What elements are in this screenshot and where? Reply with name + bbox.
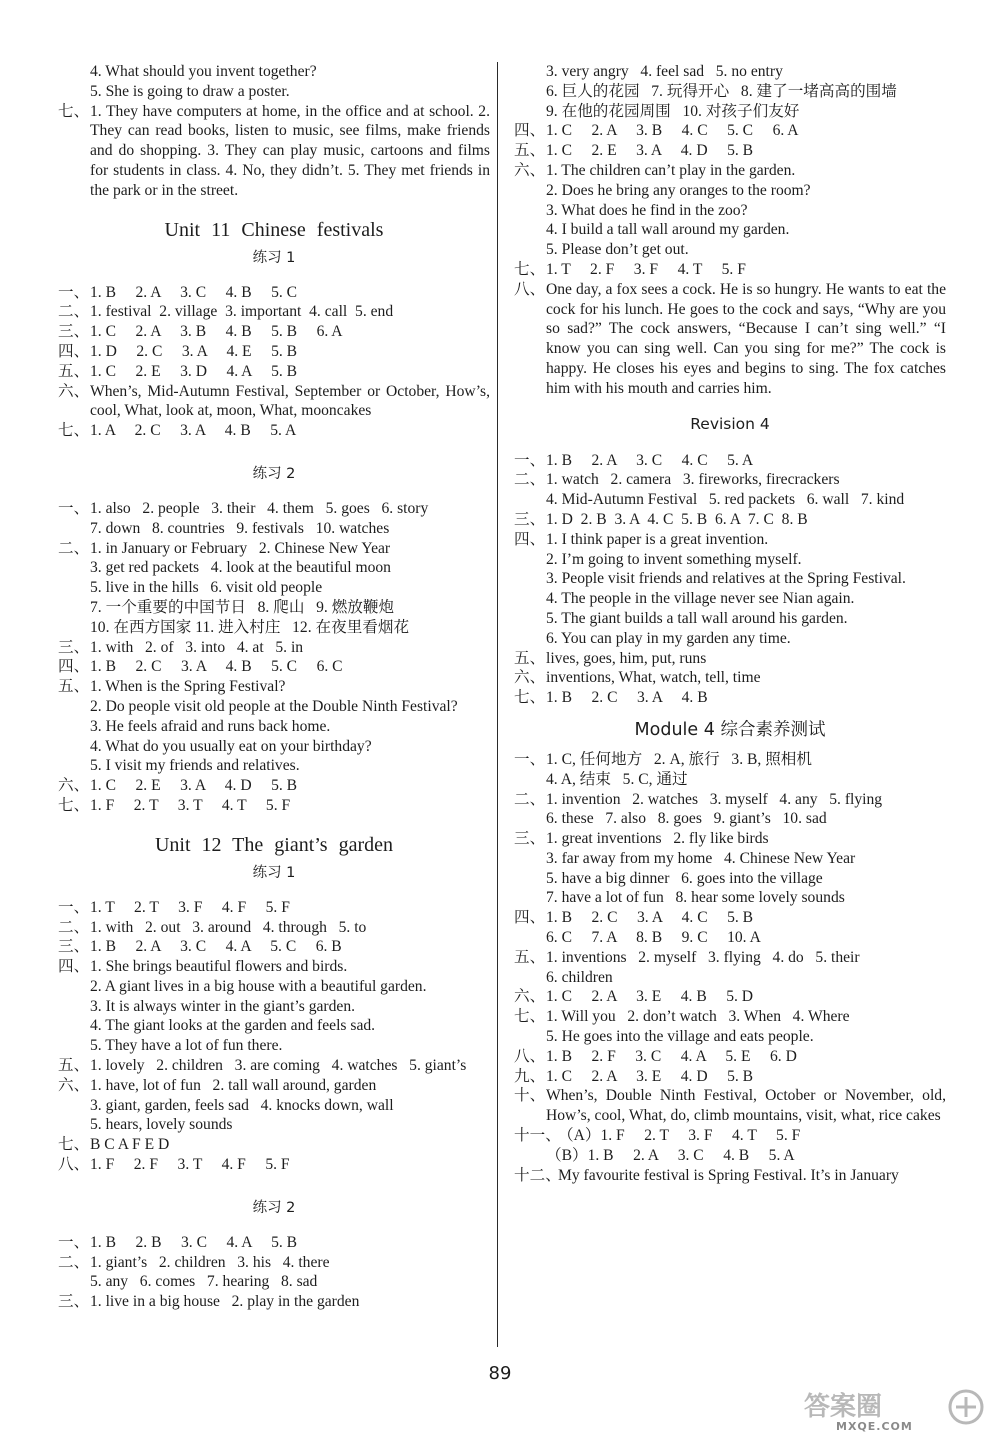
answer-row (58, 1272, 490, 1292)
answer-text: 5. have a big dinner 6. goes into the village (546, 869, 823, 887)
answer-row (58, 1056, 490, 1076)
question-number: 三、 (58, 323, 90, 341)
answer-text: 1. C 2. A 3. B 4. C 5. C 6. A (546, 122, 799, 140)
answer-text: 1. C 2. E 3. D 4. A 5. B (90, 362, 298, 380)
answer-row (58, 1096, 490, 1116)
answer-row (58, 638, 490, 658)
question-number: 五、 (514, 948, 546, 966)
answer-text: 1. B 2. F 3. C 4. A 5. E 6. D (546, 1047, 797, 1065)
answer-text: 3. What does he find in the zoo? (546, 201, 748, 219)
question-number: 四、 (514, 122, 546, 140)
answer-row (58, 519, 490, 539)
answer-text: 3. giant, garden, feels sad 4. knocks down, wall (90, 1096, 394, 1114)
answer-text: 1. also 2. people 3. their 4. them 5. goes 6. story (90, 499, 429, 517)
answer-text: 4. The giant looks at the garden and feels sad. (90, 1017, 376, 1035)
answer-text: 4. What should you invent together? (90, 63, 317, 80)
answer-text: 3. People visit friends and relatives at the Spring Festival. (546, 570, 906, 588)
answer-text: 1. festival 2. village 3. important 4. call 5. end (90, 303, 394, 321)
question-number: 四、 (514, 530, 546, 548)
answer-text: 2. I’m going to invent something myself. (546, 550, 802, 568)
page-number: 89 (488, 1363, 512, 1384)
answer-row (514, 609, 946, 629)
answer-row (58, 1016, 490, 1036)
question-number: 十二、 (514, 1166, 561, 1184)
answer-row (514, 220, 946, 240)
answer-text: 5. hears, lovely sounds (90, 1116, 233, 1134)
answer-row (58, 1233, 490, 1253)
module-4-title: Module 4 综合素养测试 (634, 719, 826, 740)
answer-text: 1. B 2. B 3. C 4. A 5. B (90, 1233, 298, 1251)
unit-11-exercise-1-title: 练习 1 (252, 249, 296, 266)
answer-text: 1. F 2. F 3. T 4. F 5. F (90, 1156, 290, 1174)
answer-text: 5. any 6. comes 7. hearing 8. sad (90, 1273, 318, 1291)
question-number: 一、 (58, 499, 90, 517)
answer-row (58, 997, 490, 1017)
watermark-text: MXQE.COM (836, 1420, 913, 1433)
answer-text: 1. in January or February 2. Chinese New Year (90, 539, 391, 557)
answer-row (514, 668, 946, 688)
answer-row (514, 550, 946, 570)
column-divider (497, 62, 498, 1347)
answer-row (514, 1146, 946, 1166)
answer-text: inventions, What, watch, tell, time (546, 669, 761, 687)
question-number: 三、 (58, 1293, 90, 1311)
answer-row (514, 750, 946, 770)
answer-row (514, 451, 946, 471)
answer-row (514, 948, 946, 968)
answer-text: 7. 一个重要的中国节日 8. 爬山 9. 燃放鞭炮 (90, 598, 395, 616)
answer-row (58, 382, 494, 422)
answer-row (58, 558, 490, 578)
question-number: 六、 (58, 777, 90, 795)
answer-text: One day, a fox sees a cock. He is so hungry. He wants to eat the cock for his lunch. He goes to the cock and says, “Why are you so sad?” The cock answers, “Because I can’t sing well.” “I know you can sing well. Can you sing for me?” The cock is happy. He closes his eyes and begins to sing. The fox catches him with his mouth and carries him. (546, 280, 950, 397)
question-number: 七、 (514, 1008, 546, 1026)
answer-row (58, 677, 490, 697)
answer-text: 1. invention 2. watches 3. myself 4. any 5. flying (546, 790, 883, 808)
answer-text: 1. C 2. A 3. E 4. B 5. D (546, 988, 754, 1006)
answer-text: 4. I build a tall wall around my garden. (546, 221, 790, 239)
left-column (58, 62, 494, 1312)
question-number: 四、 (58, 658, 90, 676)
answer-text: 9. 在他的花园周围 10. 对孩子们友好 (546, 102, 800, 120)
answer-row (514, 490, 946, 510)
question-number: 十一、 (514, 1127, 561, 1145)
answer-row (514, 908, 946, 928)
question-number: 六、 (58, 382, 90, 400)
answer-row (514, 1086, 950, 1126)
question-number: 八、 (58, 1156, 90, 1174)
answer-text: 6. these 7. also 8. goes 9. giant’s 10. sad (546, 810, 827, 828)
answer-row (514, 260, 946, 280)
answer-row (514, 1067, 946, 1087)
answer-text: 1. C, 任何地方 2. A, 旅行 3. B, 照相机 (546, 750, 812, 768)
answer-text: 5. She is going to draw a poster. (90, 82, 290, 100)
answer-text: 1. T 2. T 3. F 4. F 5. F (90, 898, 290, 916)
answer-row (514, 987, 946, 1007)
answer-text: 1. watch 2. camera 3. fireworks, firecrackers (546, 471, 840, 489)
answer-row (514, 1007, 946, 1027)
answer-text: 1. C 2. A 3. B 4. B 5. B 6. A (90, 323, 343, 341)
answer-text: 1. B 2. C 3. A 4. C 5. B (546, 909, 754, 927)
unit-11-title: Unit 11 Chinese festivals (164, 218, 384, 241)
answer-text: 3. very angry 4. feel sad 5. no entry (546, 63, 783, 80)
question-number: 九、 (514, 1067, 546, 1085)
answer-row (58, 342, 490, 362)
question-number: 七、 (514, 260, 546, 278)
answer-row (58, 421, 490, 441)
question-number: 六、 (514, 669, 546, 687)
answer-text: B C A F E D (90, 1136, 170, 1154)
answer-row (514, 530, 946, 550)
answer-row (58, 776, 490, 796)
answer-row (58, 322, 490, 342)
answer-row (514, 1166, 946, 1186)
unit-11-exercise-2-answers (58, 499, 490, 816)
answer-row (58, 918, 490, 938)
answer-text: 1. B 2. A 3. C 4. B 5. C (90, 283, 298, 301)
question-number: 四、 (514, 909, 546, 927)
question-number: 八、 (514, 280, 546, 298)
right-column (514, 62, 950, 1185)
unit-12-exercise-2-answers (58, 1233, 490, 1312)
answer-text: 3. far away from my home 4. Chinese New Year (546, 849, 856, 867)
question-number: 八、 (514, 1047, 546, 1065)
watermark-logo-icon (950, 1391, 982, 1423)
answer-row (514, 280, 950, 399)
answer-text: 1. I think paper is a great invention. (546, 530, 769, 548)
question-number: 二、 (58, 918, 90, 936)
answer-row (58, 539, 490, 559)
answer-text: 1. C 2. A 3. E 4. D 5. B (546, 1067, 754, 1085)
answer-text: 4. The people in the village never see Nian again. (546, 590, 855, 608)
question-number: 七、 (58, 102, 90, 120)
question-number: 六、 (514, 988, 546, 1006)
answer-text: 3. He feels afraid and runs back home. (90, 717, 331, 735)
answer-row (514, 62, 946, 82)
answer-text: （B）1. B 2. A 3. C 4. B 5. A (546, 1146, 795, 1164)
answer-row (514, 121, 946, 141)
answer-text: 1. A 2. C 3. A 4. B 5. A (90, 422, 297, 440)
answer-row (58, 362, 490, 382)
answer-row (58, 957, 490, 977)
answer-row (514, 649, 946, 669)
answer-row (58, 1253, 490, 1273)
answer-row (58, 697, 490, 717)
answer-text: 4. What do you usually eat on your birthday? (90, 737, 372, 755)
answer-row (514, 141, 946, 161)
answer-row (514, 928, 946, 948)
answer-text: 1. F 2. T 3. T 4. T 5. F (90, 796, 291, 814)
question-number: 五、 (514, 142, 546, 160)
question-number: 十、 (514, 1087, 546, 1105)
question-number: 三、 (58, 638, 90, 656)
answer-text: 7. have a lot of fun 8. hear some lovely sounds (546, 889, 845, 907)
answer-row (58, 1076, 490, 1096)
answer-row (514, 1126, 946, 1146)
question-number: 三、 (514, 830, 546, 848)
module-4-answers (514, 750, 950, 1186)
answer-text: 6. 巨人的花园 7. 玩得开心 8. 建了一堵高高的围墙 (546, 82, 897, 100)
answer-text: 1. have, lot of fun 2. tall wall around, garden (90, 1076, 377, 1094)
answer-text: 1. live in a big house 2. play in the garden (90, 1293, 360, 1311)
answer-text: 5. The giant builds a tall wall around his garden. (546, 609, 848, 627)
unit-12-exercise-1-title: 练习 1 (252, 864, 296, 881)
answer-text: 1. with 2. of 3. into 4. at 5. in (90, 638, 304, 656)
question-number: 三、 (58, 938, 90, 956)
question-number: 一、 (58, 898, 90, 916)
unit-12-exercise-1-answers (58, 898, 490, 1175)
answer-row (514, 968, 946, 988)
answer-row (58, 1292, 490, 1312)
answer-row (58, 82, 490, 102)
question-number: 一、 (514, 750, 546, 768)
answer-row (58, 756, 490, 776)
question-number: 二、 (58, 1253, 90, 1271)
answer-row (58, 1155, 490, 1175)
answer-row (514, 181, 946, 201)
question-number: 一、 (58, 1233, 90, 1251)
answer-row (514, 161, 946, 181)
question-number: 二、 (514, 471, 546, 489)
answer-text: （A）1. F 2. T 3. F 4. T 5. F (558, 1127, 801, 1145)
answer-text: 1. She brings beautiful flowers and birds. (90, 958, 348, 976)
answer-text: 5. live in the hills 6. visit old people (90, 579, 323, 597)
answer-row (514, 1047, 946, 1067)
answer-row (514, 770, 946, 790)
answer-row (514, 809, 946, 829)
answer-text: 1. Will you 2. don’t watch 3. When 4. Where (546, 1008, 850, 1026)
question-number: 二、 (514, 790, 546, 808)
answer-text: When’s, Mid-Autumn Festival, September or October, How’s, cool, What, look at, moon, What, mooncakes (90, 382, 494, 420)
answer-text: 1. D 2. B 3. A 4. C 5. B 6. A 7. C 8. B (546, 510, 808, 528)
answer-row (514, 869, 946, 889)
answer-text: 1. inventions 2. myself 3. flying 4. do 5. their (546, 948, 860, 966)
question-number: 五、 (514, 649, 546, 667)
answer-text: 1. giant’s 2. children 3. his 4. there (90, 1253, 330, 1271)
answer-row (58, 598, 490, 618)
question-number: 六、 (514, 161, 546, 179)
answer-text: 6. You can play in my garden any time. (546, 629, 791, 647)
answer-text: 7. down 8. countries 9. festivals 10. watches (90, 519, 390, 537)
answer-row (58, 302, 490, 322)
answer-text: 6. children (546, 968, 613, 986)
question-number: 二、 (58, 539, 90, 557)
answer-row (58, 578, 490, 598)
question-number: 七、 (58, 796, 90, 814)
left-intro-answers (58, 62, 494, 201)
answer-text: 1. When is the Spring Festival? (90, 678, 286, 696)
answer-text: 1. They have computers at home, in the office and at school. 2. They can read books, listen to music, see films, make friends and do shopping. 3. They can play music, cartoons and films for students in class. 4. No, they didn’t. 5. They met friends in the park or in the street. (90, 102, 494, 199)
answer-text: 5. I visit my friends and relatives. (90, 757, 300, 775)
answer-row (514, 829, 946, 849)
answer-row (514, 790, 946, 810)
question-number: 四、 (58, 958, 90, 976)
answer-text: 2. Does he bring any oranges to the room? (546, 181, 811, 199)
question-number: 五、 (58, 678, 90, 696)
answer-row (514, 102, 946, 122)
answer-row (58, 102, 494, 201)
answer-text: 5. They have a lot of fun there. (90, 1037, 283, 1055)
answer-row (58, 62, 490, 82)
question-number: 一、 (58, 283, 90, 301)
question-number: 四、 (58, 342, 90, 360)
answer-text: 1. great inventions 2. fly like birds (546, 830, 769, 848)
answer-text: 2. Do people visit old people at the Double Ninth Festival? (90, 697, 458, 715)
answer-text: 1. lovely 2. children 3. are coming 4. watches 5. giant’s (90, 1057, 467, 1075)
answer-row (58, 737, 490, 757)
answer-row (514, 629, 946, 649)
answer-text: 3. It is always winter in the giant’s garden. (90, 997, 356, 1015)
answer-row (514, 688, 946, 708)
answer-row (514, 201, 946, 221)
answer-text: 6. C 7. A 8. B 9. C 10. A (546, 929, 761, 947)
answer-row (514, 569, 946, 589)
question-number: 七、 (514, 689, 546, 707)
answer-row (58, 618, 490, 638)
question-number: 一、 (514, 451, 546, 469)
answer-text: 3. get red packets 4. look at the beautiful moon (90, 559, 391, 577)
question-number: 七、 (58, 1136, 90, 1154)
answer-row (514, 510, 946, 530)
answer-row (58, 1036, 490, 1056)
answer-text: 10. 在西方国家 11. 进入村庄 12. 在夜里看烟花 (90, 618, 410, 636)
answer-row (58, 657, 490, 677)
question-number: 七、 (58, 422, 90, 440)
answer-text: 2. A giant lives in a big house with a beautiful garden. (90, 977, 427, 995)
question-number: 五、 (58, 1057, 90, 1075)
question-number: 五、 (58, 362, 90, 380)
question-number: 二、 (58, 303, 90, 321)
answer-text: 1. B 2. C 3. A 4. B (546, 689, 708, 707)
answer-text: 1. D 2. C 3. A 4. E 5. B (90, 342, 298, 360)
answer-text: 1. T 2. F 3. F 4. T 5. F (546, 260, 746, 278)
question-number: 三、 (514, 510, 546, 528)
answer-row (514, 1027, 946, 1047)
unit-12-title: Unit 12 The giant’s garden (154, 833, 394, 856)
answer-row (514, 888, 946, 908)
answer-row (514, 849, 946, 869)
answer-row (514, 82, 946, 102)
right-intro-answers (514, 62, 950, 399)
answer-text: 1. B 2. A 3. C 4. A 5. C 6. B (90, 938, 342, 956)
answer-row (514, 589, 946, 609)
answer-row (58, 898, 490, 918)
answer-row (58, 283, 490, 303)
question-number: 六、 (58, 1076, 90, 1094)
answer-text: 4. Mid-Autumn Festival 5. red packets 6. wall 7. kind (546, 491, 905, 509)
unit-11-exercise-1-answers (58, 283, 494, 441)
answer-text: 1. C 2. E 3. A 4. D 5. B (546, 142, 754, 160)
answer-text: 5. Please don’t get out. (546, 241, 689, 259)
answer-row (514, 470, 946, 490)
answer-text: 1. with 2. out 3. around 4. through 5. to (90, 918, 367, 936)
revision-4-answers (514, 451, 946, 708)
answer-row (514, 240, 946, 260)
watermark-logo-text: 答案圈 (804, 1392, 883, 1422)
answer-row (58, 717, 490, 737)
answer-text: 1. B 2. C 3. A 4. B 5. C 6. C (90, 658, 343, 676)
answer-row (58, 796, 490, 816)
unit-12-exercise-2-title: 练习 2 (252, 1199, 296, 1216)
answer-text: lives, goes, him, put, runs (546, 649, 707, 667)
answer-text: 1. B 2. A 3. C 4. C 5. A (546, 451, 754, 469)
answer-text: 1. C 2. E 3. A 4. D 5. B (90, 777, 298, 795)
answer-text: 4. A, 结束 5. C, 通过 (546, 770, 688, 788)
answer-row (58, 977, 490, 997)
answer-text: When’s, Double Ninth Festival, October or November, old, How’s, cool, What, do, climb mountains, visit, what, rice cakes (546, 1087, 950, 1125)
unit-11-exercise-2-title: 练习 2 (252, 465, 296, 482)
answer-row (58, 499, 490, 519)
answer-row (58, 937, 490, 957)
answer-row (58, 1135, 490, 1155)
answer-row (58, 1115, 490, 1135)
answer-text: My favourite festival is Spring Festival. It’s in January (558, 1166, 899, 1184)
answer-text: 5. He goes into the village and eats people. (546, 1028, 814, 1046)
revision-4-title: Revision 4 (690, 414, 770, 433)
answer-text: 1. The children can’t play in the garden. (546, 161, 796, 179)
